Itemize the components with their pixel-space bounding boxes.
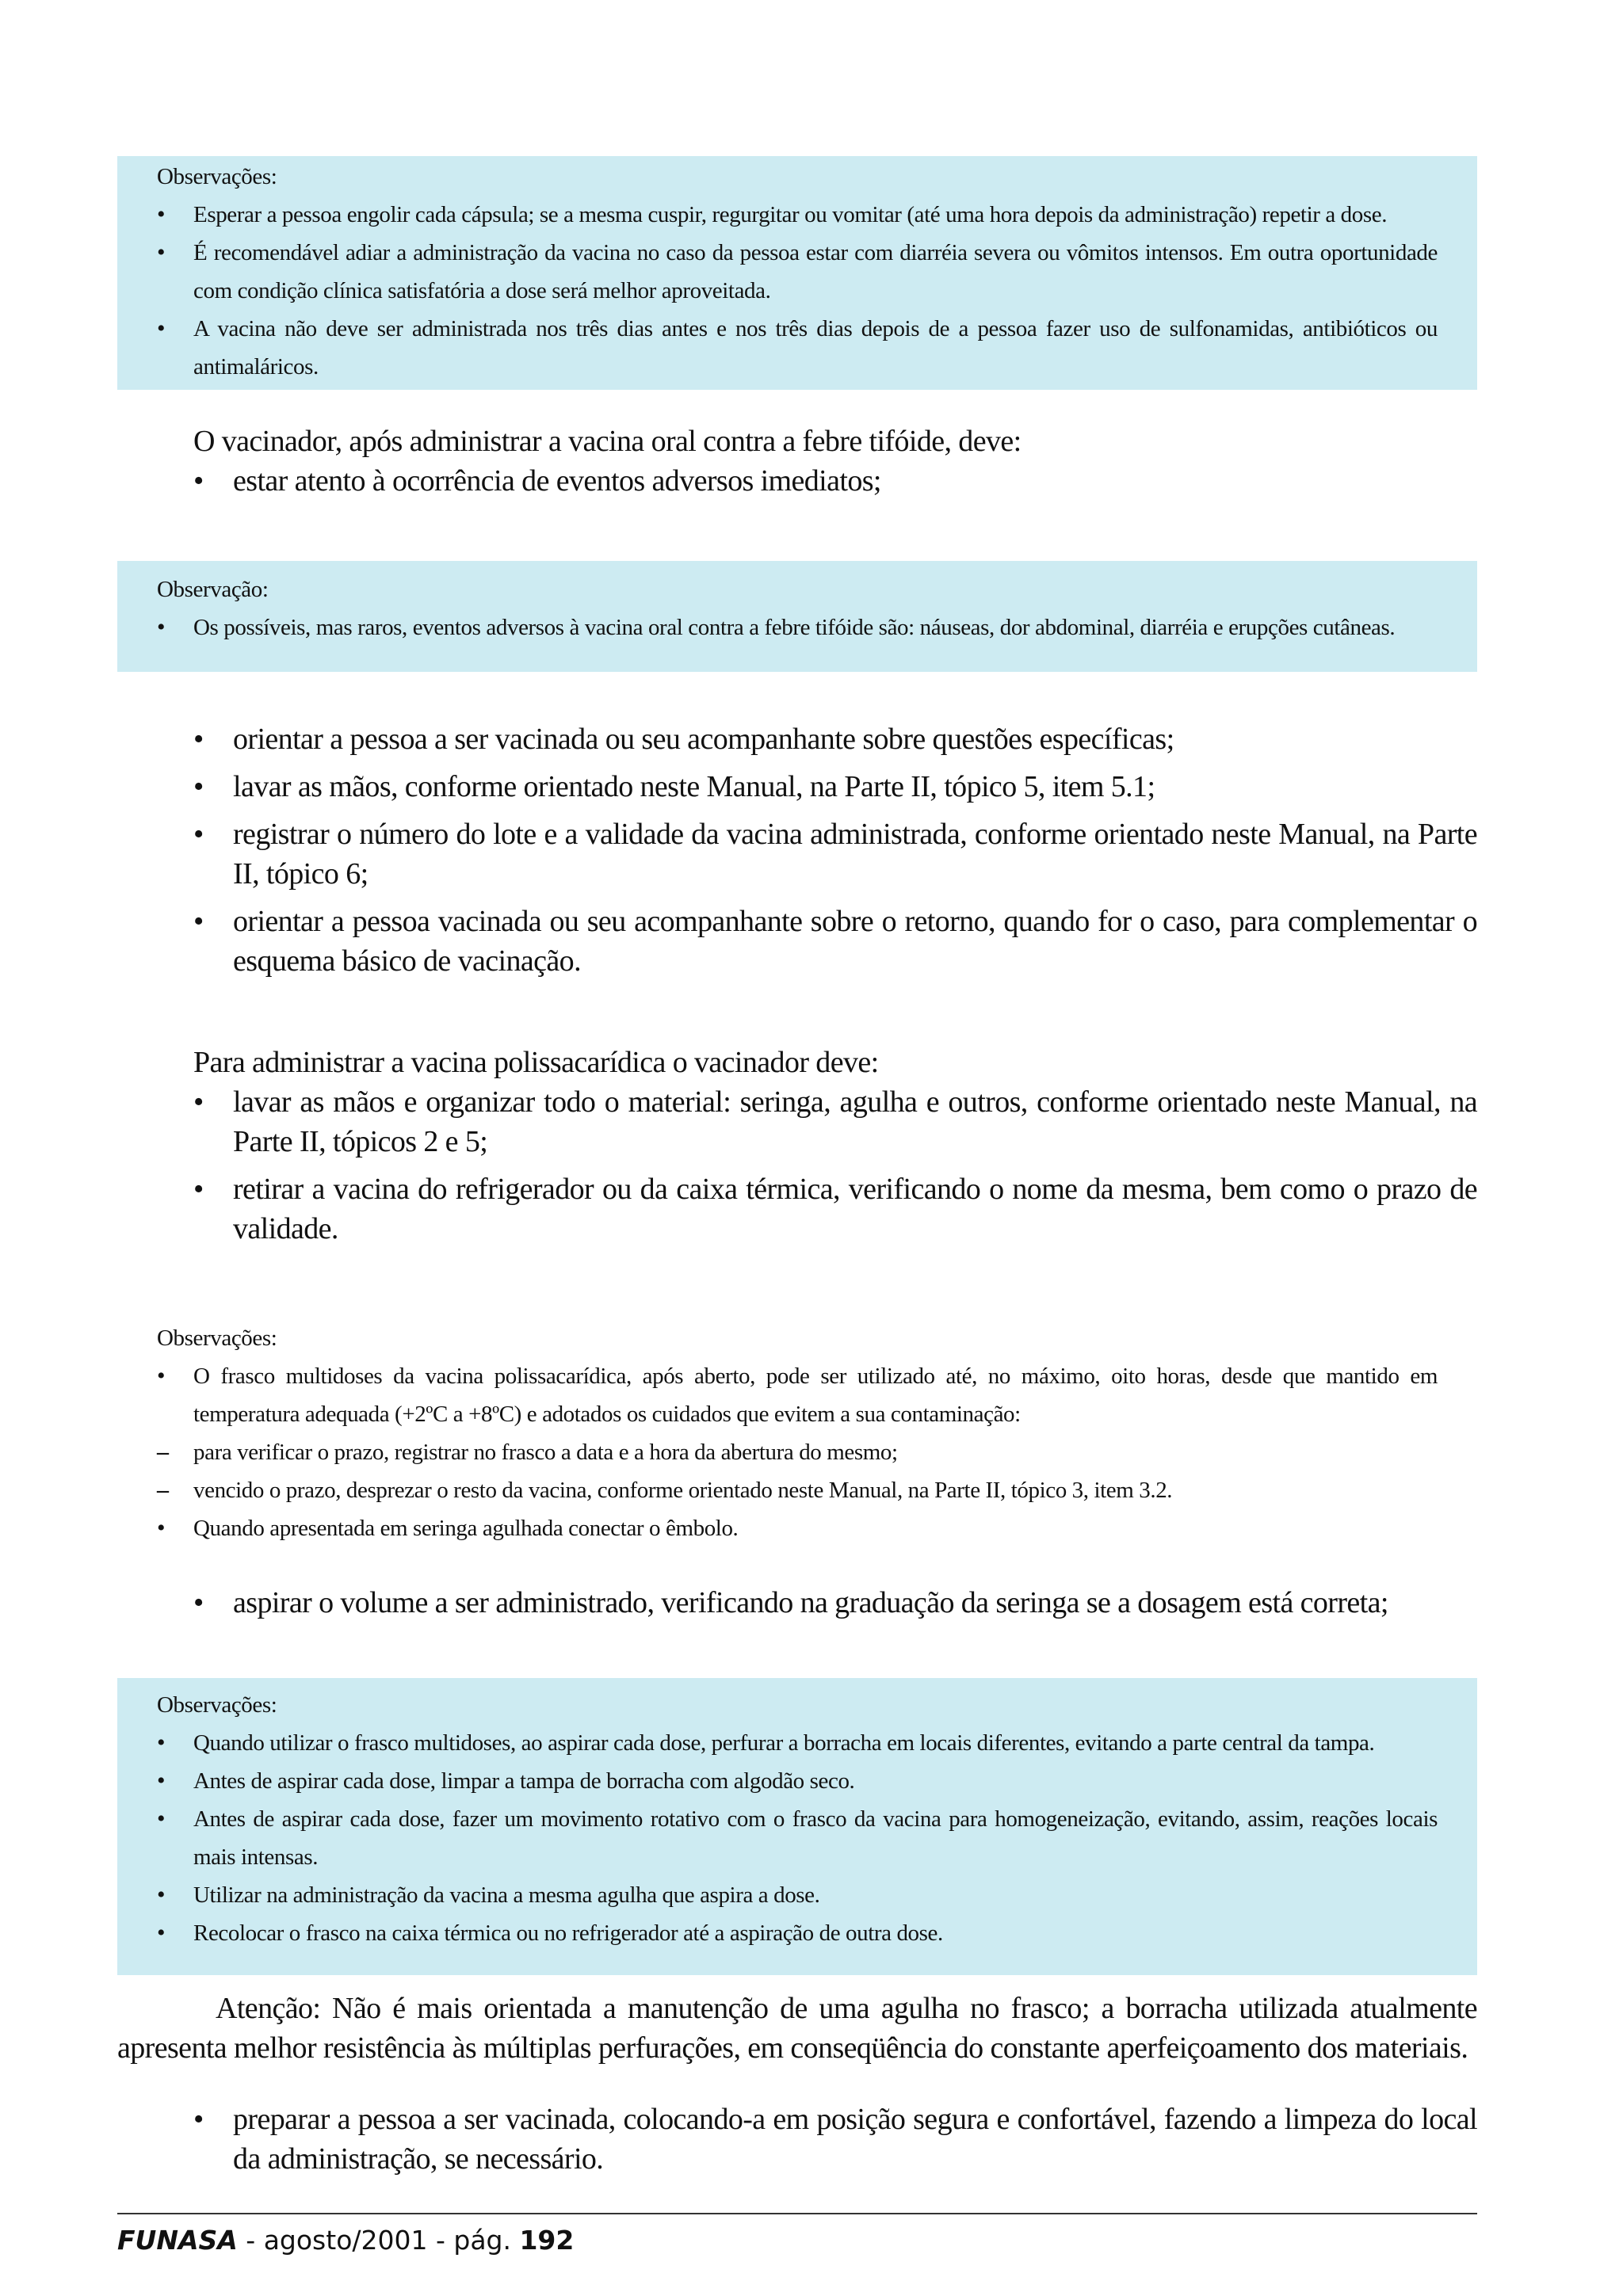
instruction-item: • orientar a pessoa vacinada ou seu acompanhante sobre o retorno, quando for o caso, para complementar o esquema básico de vacinação. [193, 902, 1477, 981]
instructions-list [193, 461, 1477, 501]
instructions-block-1 [193, 421, 1477, 509]
attention-note: Atenção: Não é mais orientada a manutenção de uma agulha no frasco; a borracha utilizada atualmente apresenta melhor resistência às múltiplas perfurações, em conseqüência do constante aperfeiçoamento dos materiais. [117, 1992, 1477, 2065]
observations-title: Observações: [157, 1325, 277, 1351]
instruction-item: • registrar o número do lote e a validade da vacina administrada, conforme orientado neste Manual, na Parte II, tópico 6; [193, 814, 1477, 894]
instructions-list [193, 2100, 1477, 2179]
instructions-list [193, 1082, 1477, 1249]
observation-item: • Os possíveis, mas raros, eventos adversos à vacina oral contra a febre tifóide são: náuseas, dor abdominal, diarréia e erupções cutâneas. [157, 608, 1438, 646]
page-footer [117, 2225, 574, 2256]
instructions-list [193, 719, 1477, 981]
observation-item: • Quando utilizar o frasco multidoses, ao aspirar cada dose, perfurar a borracha em locais diferentes, evitando a parte central da tampa. [157, 1724, 1438, 1762]
block-intro: O vacinador, após administrar a vacina oral contra a febre tifóide, deve: [193, 425, 1022, 458]
observation-item: • Recolocar o frasco na caixa térmica ou no refrigerador até a aspiração de outra dose. [157, 1914, 1438, 1952]
observations-list [157, 196, 1438, 386]
observation-item: • É recomendável adiar a administração da vacina no caso da pessoa estar com diarréia severa ou vômitos intensos. Em outra oportunidade com condição clínica satisfatória a dose será melhor aproveitada. [157, 234, 1438, 310]
instruction-item: • lavar as mãos e organizar todo o material: seringa, agulha e outros, conforme orientado neste Manual, na Parte II, tópicos 2 e 5; [193, 1082, 1477, 1161]
observations-list [157, 608, 1438, 646]
footer-brand: FUNASA [117, 2225, 238, 2256]
instruction-item: • aspirar o volume a ser administrado, verificando na graduação da seringa se a dosagem está correta; [193, 1583, 1477, 1623]
observation-item: • Quando apresentada em seringa agulhada conectar o êmbolo. [157, 1509, 1438, 1547]
observation-subitem: – vencido o prazo, desprezar o resto da vacina, conforme orientado neste Manual, na Parte II, tópico 3, item 3.2. [157, 1471, 1438, 1509]
block-intro: Para administrar a vacina polissacarídica o vacinador deve: [193, 1046, 879, 1079]
instruction-item: • preparar a pessoa a ser vacinada, colocando-a em posição segura e confortável, fazendo a limpeza do local da administração, se necessário. [193, 2100, 1477, 2179]
instructions-block-2 [193, 719, 1477, 989]
footer-date: - agosto/2001 - pág. [237, 2225, 520, 2256]
footer-divider [117, 2213, 1477, 2214]
observations-title: Observação: [157, 577, 269, 602]
instruction-item: • estar atento à ocorrência de eventos adversos imediatos; [193, 461, 1477, 501]
instruction-item: • retirar a vacina do refrigerador ou da caixa térmica, verificando o nome da mesma, bem como o prazo de validade. [193, 1169, 1477, 1249]
observations-title: Observações: [157, 1692, 277, 1718]
instruction-item: • orientar a pessoa a ser vacinada ou seu acompanhante sobre questões específicas; [193, 719, 1477, 759]
observations-box-4 [117, 1678, 1477, 1975]
observation-item: • Utilizar na administração da vacina a mesma agulha que aspira a dose. [157, 1876, 1438, 1914]
observation-item: • A vacina não deve ser administrada nos três dias antes e nos três dias depois de a pessoa fazer uso de sulfonamidas, antibióticos ou antimaláricos. [157, 310, 1438, 386]
observations-list [157, 1724, 1438, 1952]
observation-subitem: – para verificar o prazo, registrar no frasco a data e a hora da abertura do mesmo; [157, 1433, 1438, 1471]
instructions-block-4 [193, 1583, 1477, 1630]
observation-item: • O frasco multidoses da vacina polissacarídica, após aberto, pode ser utilizado até, no máximo, oito horas, desde que mantido em temperatura adequada (+2ºC a +8ºC) e adotados os cuidados que evitem a sua contaminação: [157, 1357, 1438, 1433]
observations-box-1 [117, 156, 1477, 390]
observation-item: • Antes de aspirar cada dose, limpar a tampa de borracha com algodão seco. [157, 1762, 1438, 1800]
observations-title: Observações: [157, 164, 277, 189]
instructions-block-3 [193, 1043, 1477, 1257]
observations-list [157, 1357, 1438, 1547]
page-number: 192 [519, 2225, 575, 2256]
instructions-block-5 [193, 2100, 1477, 2187]
observation-item: • Antes de aspirar cada dose, fazer um movimento rotativo com o frasco da vacina para homogeneização, evitando, assim, reações locais mais intensas. [157, 1800, 1438, 1876]
observations-box-3 [117, 1319, 1477, 1547]
instruction-item: • lavar as mãos, conforme orientado neste Manual, na Parte II, tópico 5, item 5.1; [193, 767, 1477, 807]
observation-item: • Esperar a pessoa engolir cada cápsula; se a mesma cuspir, regurgitar ou vomitar (até uma hora depois da administração) repetir a dose. [157, 196, 1438, 234]
instructions-list [193, 1583, 1477, 1623]
observations-box-2 [117, 561, 1477, 672]
